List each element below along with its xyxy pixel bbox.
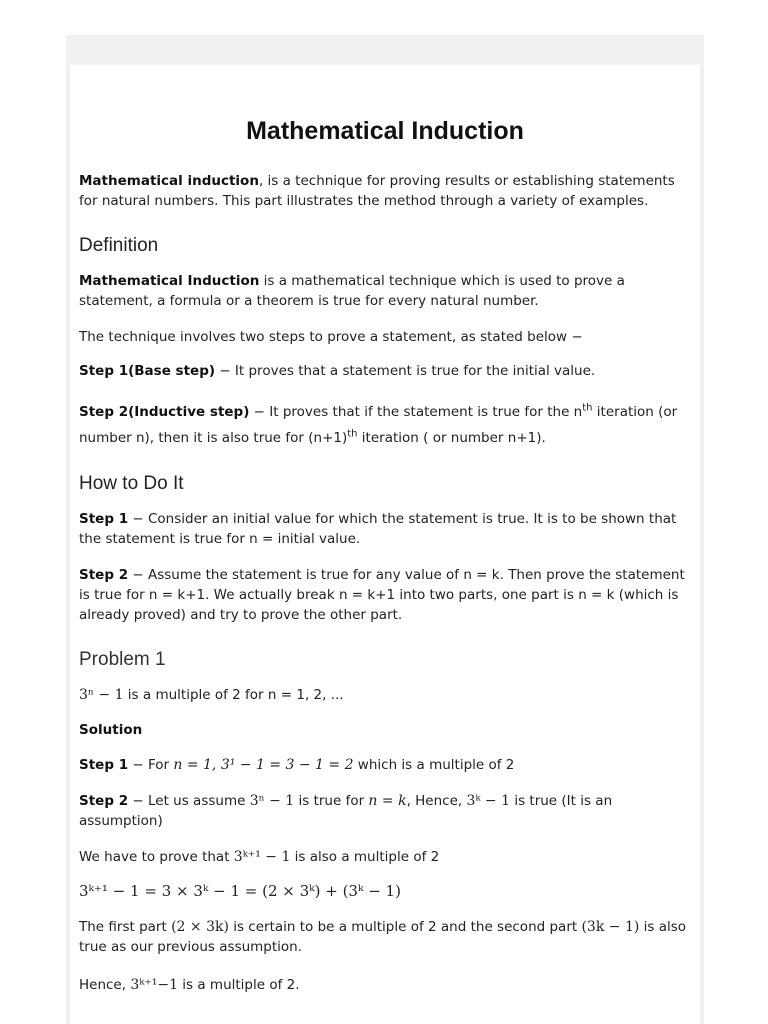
first-text-a: The first part xyxy=(79,919,172,935)
solution-step2-math1: 3ⁿ − 1 xyxy=(249,793,295,809)
solution-step1-math: n = 1, 3¹ − 1 = 3 − 1 = 2 xyxy=(173,757,354,773)
solution-step2-label: Step 2 xyxy=(79,793,129,809)
prove-math: 3ᵏ⁺¹ − 1 xyxy=(233,849,291,865)
solution-step1-text-b: which is a multiple of 2 xyxy=(353,757,515,773)
inductive-step-text-a: − It proves that if the statement is true for the n xyxy=(249,404,583,420)
inductive-step-paragraph xyxy=(79,399,691,451)
prove-text-b: is also a multiple of 2 xyxy=(290,849,440,865)
intro-text: , is a technique for proving results or establishing statements for natural numbers. This part illustrates the method through a variety of examples. xyxy=(79,173,675,209)
solution-step1-label: Step 1 xyxy=(79,757,129,773)
inductive-step-sup2: th xyxy=(347,428,358,440)
solution-step2-text-a: − Let us assume xyxy=(128,793,250,809)
base-step-label: Step 1(Base step) xyxy=(79,363,216,379)
howto-heading: How to Do It xyxy=(79,473,184,494)
prove-text-a: We have to prove that xyxy=(79,849,234,865)
howto-step2-label: Step 2 xyxy=(79,567,129,583)
howto-step1-label: Step 1 xyxy=(79,511,129,527)
first-part-paragraph xyxy=(79,917,691,957)
article-card xyxy=(70,65,700,1024)
definition-bold: Mathematical Induction xyxy=(79,273,260,289)
solution-step2-text-c: , Hence, xyxy=(406,793,467,809)
howto-step2 xyxy=(79,565,691,625)
definition-text: is a mathematical technique which is used to prove a statement, a formula or a theorem is true for every natural number. xyxy=(79,273,625,309)
base-step-paragraph xyxy=(79,361,691,381)
inductive-step-label: Step 2(Inductive step) xyxy=(79,404,250,420)
solution-label-text: Solution xyxy=(79,722,143,738)
problem-statement-math: 3ⁿ − 1 xyxy=(79,687,124,703)
problem-statement xyxy=(79,685,691,705)
inductive-step-sup: th xyxy=(582,402,593,414)
first-text-b: is certain to be a multiple of 2 and the second part xyxy=(228,919,582,935)
first-math2: (3k − 1) xyxy=(581,919,640,935)
first-text-c: is also true as our previous assumption. xyxy=(79,919,687,955)
intro-bold: Mathematical induction xyxy=(79,173,259,189)
solution-step2-text-d: is true (It is an assumption) xyxy=(79,793,613,829)
hence-text-b: is a multiple of 2. xyxy=(177,977,300,993)
solution-step2-text-b: is true for xyxy=(294,793,369,809)
howto-step1 xyxy=(79,509,691,549)
intro-paragraph xyxy=(79,171,691,211)
solution-step2-math2: n = k xyxy=(368,793,407,809)
main-equation: 3ᵏ⁺¹ − 1 = 3 × 3ᵏ − 1 = (2 × 3ᵏ) + (3ᵏ − 1) xyxy=(79,882,401,900)
base-step-text: − It proves that a statement is true for the initial value. xyxy=(215,363,596,379)
solution-step2 xyxy=(79,791,691,831)
solution-step1-text-a: − For xyxy=(128,757,174,773)
inductive-step-text-b: iteration (or number n), then it is also true for (n+1) xyxy=(79,404,678,446)
problem-heading: Problem 1 xyxy=(79,649,166,670)
howto-step2-text: − Assume the statement is true for any value of n = k. Then prove the statement is true for n = k+1. We actually break n = k+1 into two parts, one part is n = k (which is already proved) and try to prove the other part. xyxy=(79,567,685,623)
problem-statement-text: is a multiple of 2 for n = 1, 2, ... xyxy=(123,687,344,703)
page-frame xyxy=(66,35,704,1024)
hence-math: 3ᵏ⁺¹−1 xyxy=(130,977,178,993)
hence-paragraph xyxy=(79,975,691,995)
inductive-step-text-c: iteration ( or number n+1). xyxy=(357,430,546,446)
prove-paragraph xyxy=(79,847,691,867)
solution-step1 xyxy=(79,755,691,775)
hence-text-a: Hence, xyxy=(79,977,131,993)
definition-paragraph xyxy=(79,271,691,311)
two-steps-paragraph: The technique involves two steps to prove a statement, as stated below − xyxy=(79,329,583,345)
definition-heading: Definition xyxy=(79,235,159,256)
solution-step2-math3: 3ᵏ − 1 xyxy=(466,793,511,809)
howto-step1-text: − Consider an initial value for which the statement is true. It is to be shown that the statement is true for n = initial value. xyxy=(79,511,677,547)
first-math1: (2 × 3k) xyxy=(171,919,229,935)
solution-label xyxy=(79,720,691,740)
page-title: Mathematical Induction xyxy=(246,117,524,145)
